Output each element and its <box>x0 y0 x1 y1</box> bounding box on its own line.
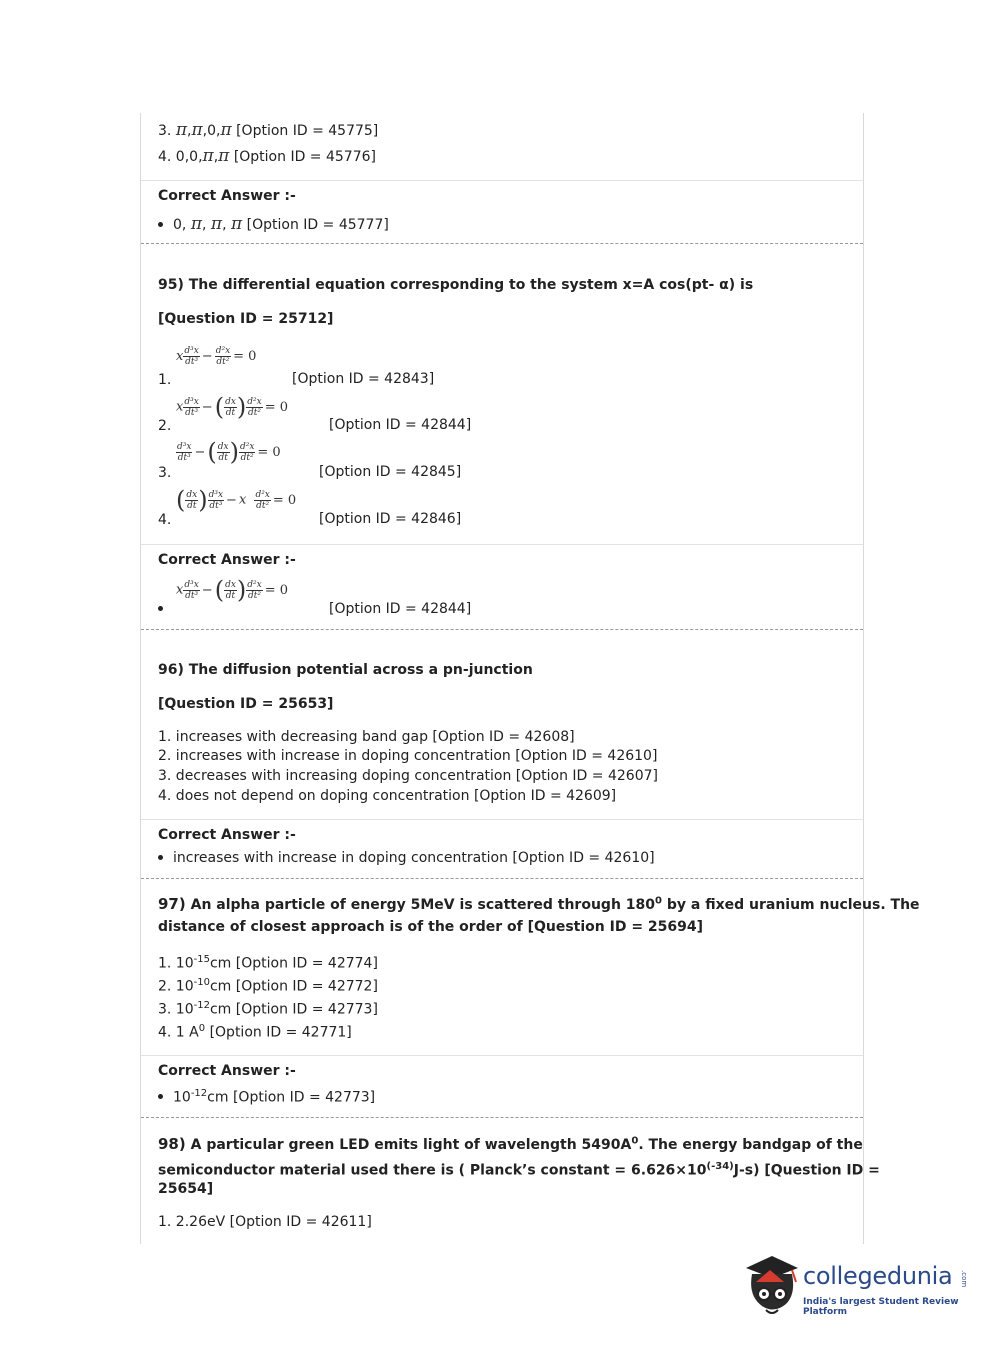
question-96-id: [Question ID = 25653] <box>158 696 334 712</box>
question-separator <box>141 629 863 630</box>
question-96-title: 96) The diffusion potential across a pn-junction <box>158 662 533 678</box>
divider <box>141 1055 863 1056</box>
bullet-icon <box>158 1094 163 1099</box>
q95-answer-bullet <box>158 601 173 617</box>
brand-tagline: India's largest Student Review Platform <box>803 1297 959 1317</box>
correct-answer-label: Correct Answer :- <box>158 552 296 568</box>
divider <box>141 819 863 820</box>
q95-answer-equation: x $\frac{\text{d³x}}{\text{dt³}}$ −( $\frac{dx}{dt}$ ) $\frac{\text{d²x}}{\text{dt²}}$ = 0 <box>176 576 289 604</box>
correct-answer-label: Correct Answer :- <box>158 1063 296 1079</box>
q97-option-1: 1. $10^{-15}cm$ [Option ID = 42774] <box>158 954 378 972</box>
q95-option-4-equation: ( $\frac{dx}{dt}$ ) $\frac{\text{d³x}}{\text{dt³}}$ − x $\frac{\text{d²x}}{\text{dt²}}$ = 0 <box>176 486 297 514</box>
option-4-top: 4. 0,0,π,π [Option ID = 45776] <box>158 146 376 166</box>
correct-answer-label: Correct Answer :- <box>158 188 296 204</box>
q95-option-2-id: [Option ID = 42844] <box>329 417 472 433</box>
question-separator <box>141 243 863 244</box>
question-98-line-2: semiconductor material used there is ( Planck’s constant = $6.626\times 10^{(-34)}J-s$) [Question ID = <box>158 1161 880 1179</box>
q97-option-2: 2. $10^{-10}cm$ [Option ID = 42772] <box>158 977 378 995</box>
page-frame <box>140 113 920 1244</box>
bullet-icon <box>158 606 163 611</box>
q95-option-2-equation: x $\frac{\text{d³x}}{\text{dt³}}$ −( $\frac{dx}{dt}$ ) $\frac{\text{d²x}}{\text{dt²}}$ = 0 <box>176 393 289 421</box>
q97-answer: $10^{-12}cm$ [Option ID = 42773] <box>158 1088 375 1106</box>
question-97-line-2: distance of closest approach is of the order of [Question ID = 25694] <box>158 919 704 935</box>
q95-option-3-equation: $\frac{\text{d³x}}{\text{dt³}}$ −( $\frac{dx}{dt}$ ) $\frac{\text{d²x}}{\text{dt²}}$ = 0 <box>177 438 281 466</box>
divider <box>141 180 863 181</box>
q96-option-3: 3. decreases with increasing doping concentration [Option ID = 42607] <box>158 768 658 784</box>
q96-option-2: 2. increases with increase in doping concentration [Option ID = 42610] <box>158 748 658 764</box>
q95-option-4-num: 4. <box>158 512 172 528</box>
divider <box>141 544 863 545</box>
correct-answer-top: 0, π, π, π [Option ID = 45777] <box>158 214 389 234</box>
q95-option-1-equation: x $\frac{\text{d³x}}{\text{dt³}}$ − $\frac{\text{d²x}}{\text{dt²}}$ = 0 <box>176 346 257 367</box>
q95-option-3-id: [Option ID = 42845] <box>319 464 462 480</box>
question-95-id: [Question ID = 25712] <box>158 311 334 327</box>
q96-option-4: 4. does not depend on doping concentration [Option ID = 42609] <box>158 788 617 804</box>
question-separator <box>141 1117 863 1118</box>
question-separator <box>141 878 863 879</box>
question-98-line-3: 25654] <box>158 1181 214 1197</box>
bullet-icon <box>158 855 163 860</box>
q95-option-1-id: [Option ID = 42843] <box>292 371 435 387</box>
q95-answer-id: [Option ID = 42844] <box>329 601 472 617</box>
question-97-line-1: 97) An alpha particle of energy 5MeV is scattered through $180^0$ by a fixed uranium nucleus. The <box>158 895 920 913</box>
question-98-line-1: 98) A particular green LED emits light of wavelength $5490A^0$. The energy bandgap of the <box>158 1135 863 1153</box>
q95-option-4-id: [Option ID = 42846] <box>319 511 462 527</box>
brand-domain: .com <box>960 1270 968 1288</box>
q96-option-1: 1. increases with decreasing band gap [Option ID = 42608] <box>158 729 575 745</box>
bullet-icon <box>158 222 163 227</box>
q97-option-4: 4. 1 $A^0$ [Option ID = 42771] <box>158 1023 352 1041</box>
correct-answer-label: Correct Answer :- <box>158 827 296 843</box>
q98-option-1: 1. 2.26eV [Option ID = 42611] <box>158 1214 372 1230</box>
q97-option-3: 3. $10^{-12}cm$ [Option ID = 42773] <box>158 1000 378 1018</box>
q95-option-1-num: 1. <box>158 372 172 388</box>
q96-answer: increases with increase in doping concentration [Option ID = 42610] <box>158 850 655 866</box>
q95-option-3-num: 3. <box>158 465 172 481</box>
option-3-top: 3. π,π,0,π [Option ID = 45775] <box>158 120 379 140</box>
question-95-title: 95) The differential equation corresponding to the system x=A cos(pt- α) is <box>158 277 754 293</box>
q95-option-2-num: 2. <box>158 418 172 434</box>
brand-name: collegedunia <box>803 1262 953 1290</box>
